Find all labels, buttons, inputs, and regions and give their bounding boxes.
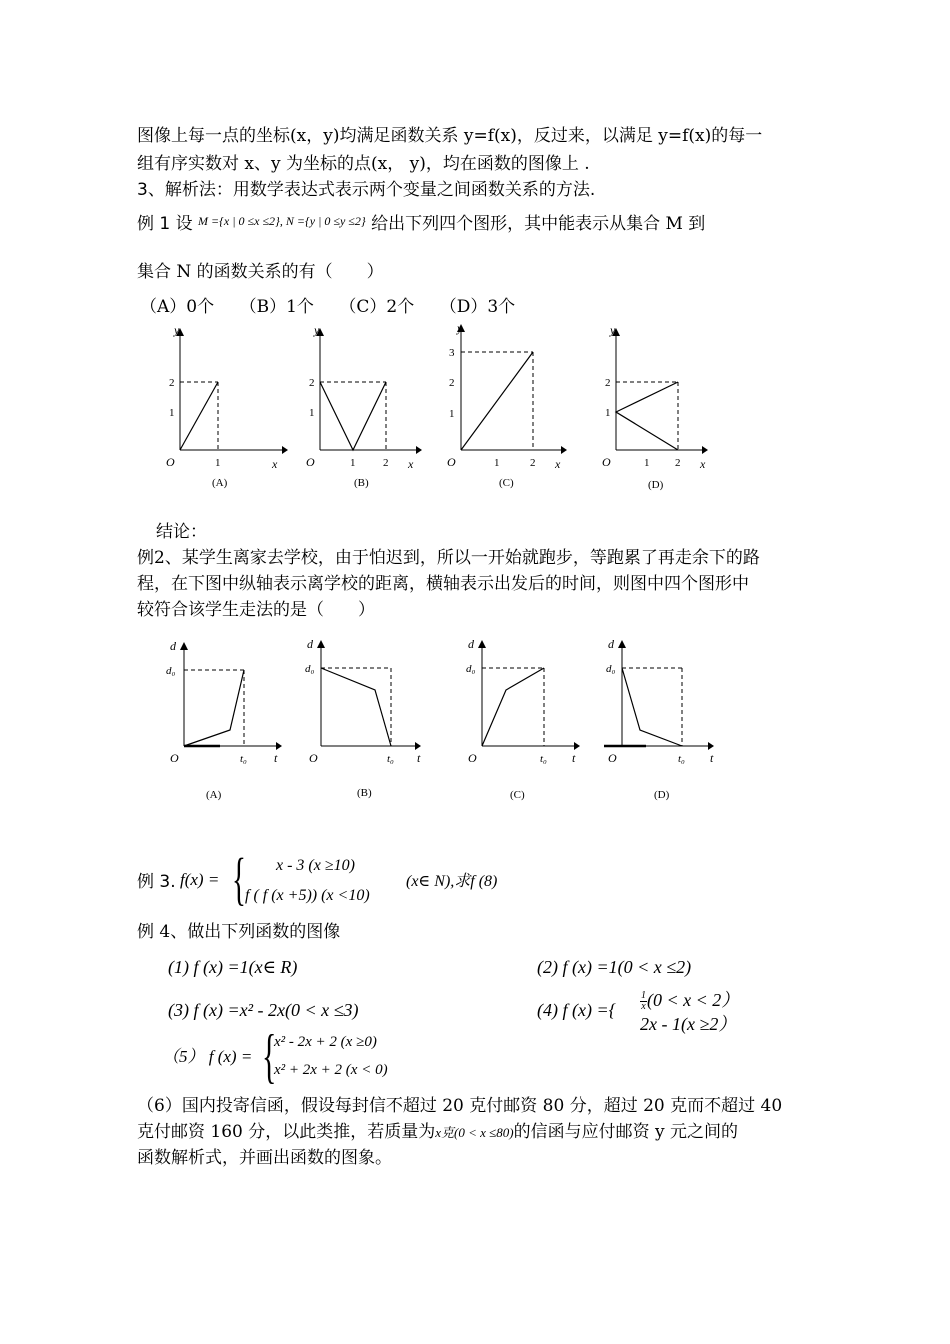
ex2-a-y-axis-label: d [170,639,176,653]
ex1-b-x-tick-1: 1 [350,457,356,469]
example-6-line-3: 函数解析式，并画出函数的图象。 [137,1148,392,1168]
ex1-b-caption: (B) [354,477,369,489]
ex1-c-y-tick-2: 2 [449,377,455,389]
example-2-line-1: 例2、某学生离家去学校，由于怕迟到，所以一开始就跑步，等跑累了再走余下的路 [137,548,760,568]
ex1-graph-b [300,322,430,492]
ex1-a-caption: (A) [212,477,228,489]
ex2-b-d0-label: d₀ [305,663,315,675]
ex2-d-x-axis-label: t [710,751,714,765]
ex2-b-origin: O [309,751,318,765]
ex1-d-caption: (D) [648,479,664,491]
example-4-f5-case-1: x² - 2x + 2 (x ≥0) [274,1034,377,1050]
ex2-b-caption: (B) [357,787,372,799]
example-1-question: 给出下列四个图形，其中能表示从集合 M 到 [371,214,706,234]
ex2-c-caption: (C) [510,789,525,801]
ex1-graph-d [596,322,726,494]
ex2-graph-b [303,634,433,804]
example-4-f4-frac-den: x [641,1001,646,1013]
ex1-c-y-tick-3: 3 [449,347,455,359]
ex1-b-origin: O [306,455,315,469]
example-1-label: 例 1 设 [137,214,193,234]
ex1-graph-a [160,322,290,492]
ex1-c-caption: (C) [499,477,514,489]
ex1-d-y-axis-label: y [610,323,616,337]
example-6-line-1: （6）国内投寄信函，假设每封信不超过 20 克付邮资 80 分，超过 20 克而不超过 40 [137,1096,783,1116]
ex1-a-x-axis-label: x [272,457,278,471]
ex2-a-origin: O [170,751,179,765]
example-2-line-3: 较符合该学生走法的是（ ） [137,600,375,620]
example-1-line-2: 集合 N 的函数关系的有（ ） [137,262,384,282]
ex1-d-x-axis-label: x [700,457,706,471]
ex2-d-caption: (D) [654,789,670,801]
example-4-f4-fraction [640,991,647,1012]
example-3-tail: (x∈ N),求f (8) [406,873,498,890]
ex2-c-origin: O [468,751,477,765]
example-1-sets: M ={x | 0 ≤x ≤2}, N ={y | 0 ≤y ≤2} [198,214,366,228]
ex2-c-y-axis-label: d [468,637,474,651]
conclusion-label: 结论： [156,522,207,542]
ex1-a-y-axis-label: y [174,323,180,337]
example-4-title: 例 4、做出下列函数的图像 [137,922,341,942]
example-4-f2: (2) f (x) =1(0 < x ≤2) [537,957,692,977]
example-4-f5-case-2: x² + 2x + 2 (x < 0) [274,1062,388,1078]
example-6-line-2 [137,1120,738,1145]
intro-line-1: 图像上每一点的坐标(x，y)均满足函数关系 y=f(x)，反过来，以满足 y=f(x)的每一 [137,126,763,146]
ex2-c-x-axis-label: t [572,751,576,765]
intro-line-2: 组有序实数对 x、y 为坐标的点(x， y)，均在函数的图像上 . [137,154,590,174]
ex2-d-origin: O [608,751,617,765]
example-3-case-1: x - 3 (x ≥10) [276,857,355,874]
ex1-d-x-tick-1: 1 [644,457,650,469]
ex1-b-y-axis-label: y [314,323,320,337]
example-3-brace: { [232,846,246,911]
example-4-f4-prefix: (4) f (x) ={ [537,1000,616,1020]
example-4-f4-case-1-cond: (0 < x < 2） [647,990,740,1010]
example-3-label: 例 3. [137,872,176,892]
ex1-c-x-tick-1: 1 [494,457,500,469]
ex2-graph-d [596,634,726,806]
ex2-b-t0-label: t₀ [387,753,394,765]
ex2-b-x-axis-label: t [417,751,421,765]
example-4-f1: (1) f (x) =1(x∈ R) [168,957,298,977]
example-6-mass-range: x克(0 < x ≤80) [435,1125,514,1140]
example-4-f5-brace: { [262,1023,277,1089]
ex1-c-y-tick-1: 1 [449,408,455,420]
ex2-d-d0-label: d₀ [606,663,616,675]
ex1-d-x-tick-2: 2 [675,457,681,469]
example-3-case-2: f ( f (x +5)) (x <10) [245,887,370,904]
ex1-d-y-tick-1: 1 [605,407,611,419]
item-3-analytic-method: 3、解析法：用数学表达式表示两个变量之间函数关系的方法. [137,180,596,200]
ex2-d-t0-label: t₀ [678,753,685,765]
ex1-a-y-tick-2: 2 [169,377,175,389]
ex1-d-y-tick-2: 2 [605,377,611,389]
ex2-c-t0-label: t₀ [540,753,547,765]
ex2-a-caption: (A) [206,789,222,801]
ex1-c-x-axis-label: x [555,457,561,471]
ex1-c-origin: O [447,455,456,469]
ex2-graph-c [460,634,590,806]
ex1-a-y-tick-1: 1 [169,407,175,419]
ex2-a-t0-label: t₀ [240,753,247,765]
example-4-f3: (3) f (x) =x² - 2x(0 < x ≤3) [168,1000,359,1020]
ex1-b-x-axis-label: x [408,457,414,471]
example-4-f4-case-1 [640,988,739,1012]
ex1-c-x-tick-2: 2 [530,457,536,469]
ex2-graph-a [162,636,292,806]
ex1-a-x-tick: 1 [215,457,221,469]
ex1-d-origin: O [602,455,611,469]
ex1-c-y-axis-label: y [457,321,463,335]
example-1-line-1 [137,212,705,237]
ex2-b-y-axis-label: d [307,637,313,651]
example-6-line-2b: 的信函与应付邮资 y 元之间的 [513,1122,739,1142]
example-6-line-2a: 克付邮资 160 分，以此类推，若质量为 [137,1122,436,1142]
ex1-graph-c [443,320,583,492]
ex2-a-d0-label: d₀ [166,665,176,677]
ex2-c-d0-label: d₀ [466,663,476,675]
example-4-f4-frac-num: 1 [641,990,646,1002]
example-4-f4-case-2: 2x - 1(x ≥2） [640,1014,737,1034]
ex1-b-y-tick-2: 2 [309,377,315,389]
ex1-a-origin: O [166,455,175,469]
ex1-b-y-tick-1: 1 [309,407,315,419]
ex2-d-y-axis-label: d [608,637,614,651]
example-3-lhs: f(x) = [180,870,220,889]
ex1-b-x-tick-2: 2 [383,457,389,469]
example-4-f5-label: （5） f (x) = [162,1047,253,1066]
example-2-line-2: 程，在下图中纵轴表示离学校的距离，横轴表示出发后的时间，则图中四个图形中 [137,574,749,594]
example-1-options: （A）0个 （B）1个 （C）2个 （D）3个 [140,297,516,317]
ex2-a-x-axis-label: t [274,751,278,765]
